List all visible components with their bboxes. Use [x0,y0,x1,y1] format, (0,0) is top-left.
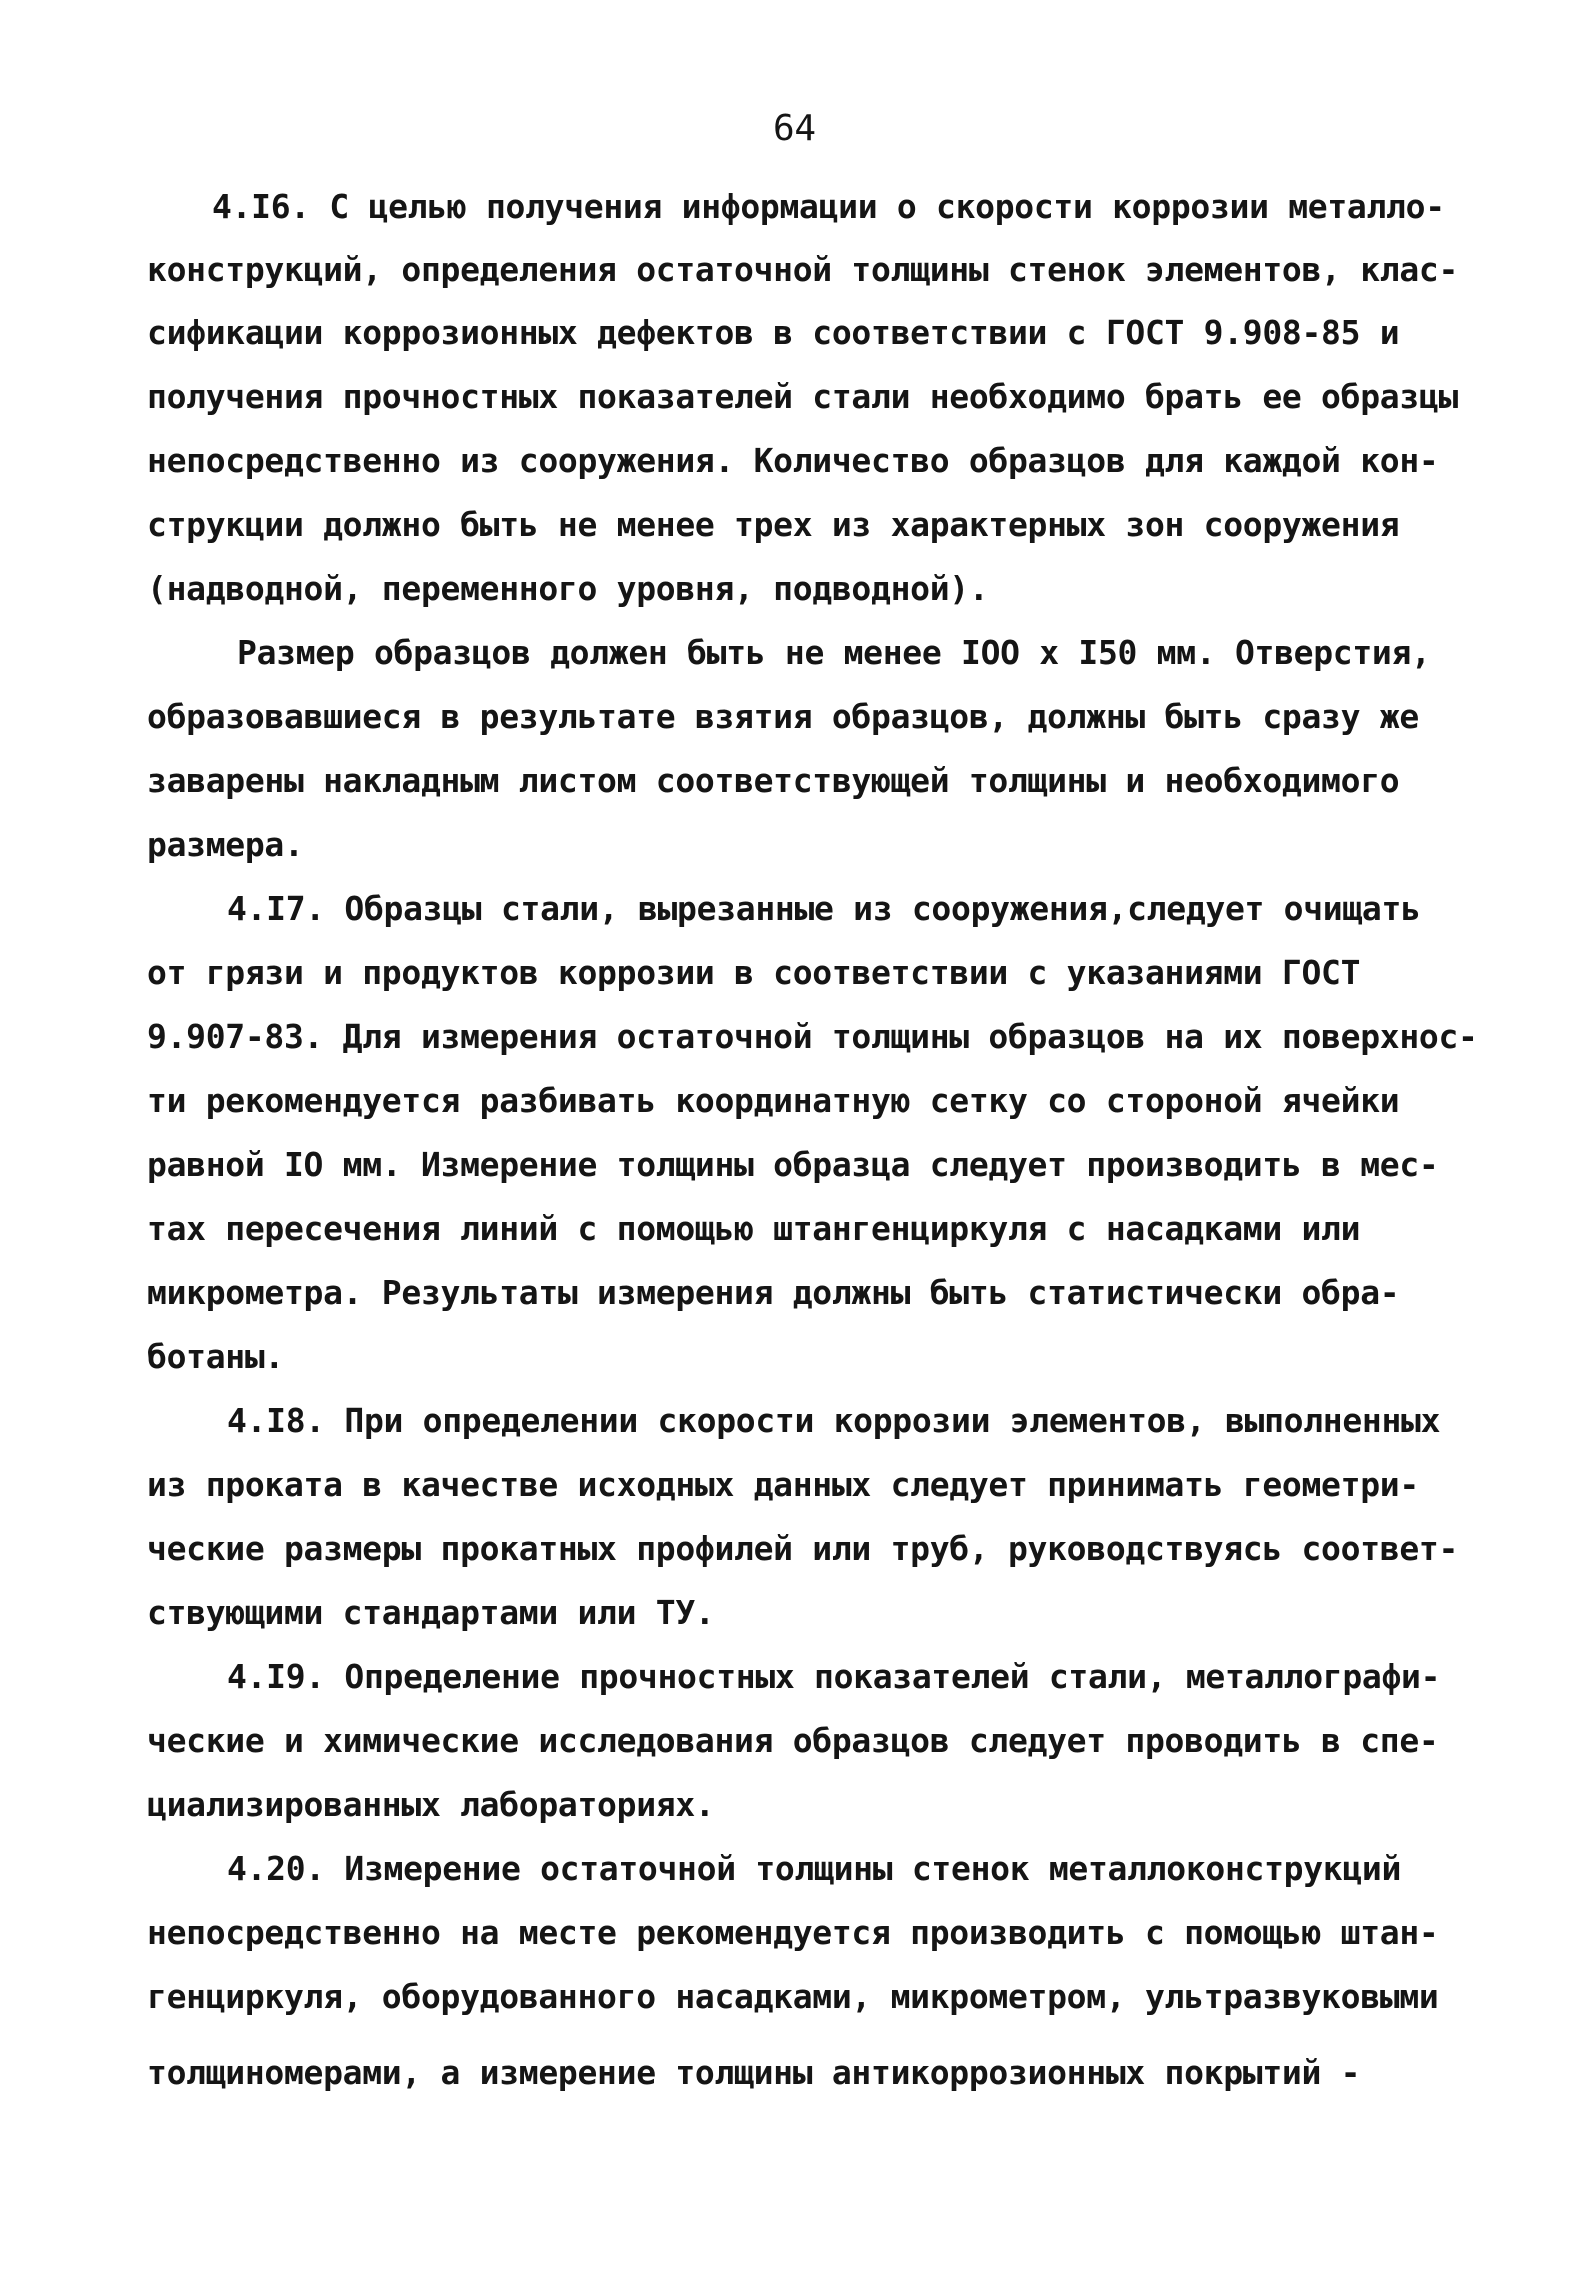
text-line-16: равной IO мм. Измерение толщины образца следует производить в мес- [147,1145,1439,1184]
text-line-27: 4.20. Измерение остаточной толщины стенок металлоконструкций [227,1849,1402,1888]
text-line-1: 4.I6. С целью получения информации о скорости коррозии металло- [212,187,1445,226]
text-line-10: заварены накладным листом соответствующей толщины и необходимого [147,761,1400,800]
text-line-9: образовавшиеся в результате взятия образцов, должны быть сразу же [147,697,1419,736]
text-line-29: генциркуля, оборудованного насадками, микрометром, ультразвуковыми [147,1977,1439,2016]
text-line-14: 9.907-83. Для измерения остаточной толщины образцов на их поверхнос- [147,1017,1478,1056]
text-line-23: ствующими стандартами или ТУ. [147,1593,715,1632]
text-line-11: размера. [147,825,304,864]
text-line-5: непосредственно из сооружения. Количество образцов для каждой кон- [147,441,1439,480]
text-line-17: тах пересечения линий с помощью штангенциркуля с насадками или [147,1209,1361,1248]
text-line-15: ти рекомендуется разбивать координатную сетку со стороной ячейки [147,1081,1400,1120]
text-line-25: ческие и химические исследования образцов следует проводить в спе- [147,1721,1439,1760]
text-line-8: Размер образцов должен быть не менее IOO х I50 мм. Отверстия, [237,633,1431,672]
text-line-3: сификации коррозионных дефектов в соответствии с ГОСТ 9.908-85 и [147,313,1400,352]
text-line-7: (надводной, переменного уровня, подводной). [147,569,989,608]
text-line-13: от грязи и продуктов коррозии в соответствии с указаниями ГОСТ [147,953,1361,992]
text-line-19: ботаны. [147,1337,284,1376]
text-line-2: конструкций, определения остаточной толщины стенок элементов, клас- [147,250,1459,289]
text-line-12: 4.I7. Образцы стали, вырезанные из сооружения,следует очищать [227,889,1421,928]
text-line-22: ческие размеры прокатных профилей или труб, руководствуясь соответ- [147,1529,1459,1568]
text-line-20: 4.I8. При определении скорости коррозии элементов, выполненных [227,1401,1441,1440]
text-line-28: непосредственно на месте рекомендуется производить с помощью штан- [147,1913,1439,1952]
text-line-30: толщиномерами, а измерение толщины антикоррозионных покрытий - [147,2053,1361,2092]
text-line-6: струкции должно быть не менее трех из характерных зон сооружения [147,505,1400,544]
text-line-4: получения прочностных показателей стали необходимо брать ее образцы [147,377,1459,416]
page-number: 64 [773,108,816,149]
text-line-24: 4.I9. Определение прочностных показателей стали, металлографи- [227,1657,1441,1696]
text-line-21: из проката в качестве исходных данных следует принимать геометри- [147,1465,1419,1504]
text-line-26: циализированных лабораториях. [147,1785,715,1824]
text-line-18: микрометра. Результаты измерения должны быть статистически обра- [147,1273,1400,1312]
